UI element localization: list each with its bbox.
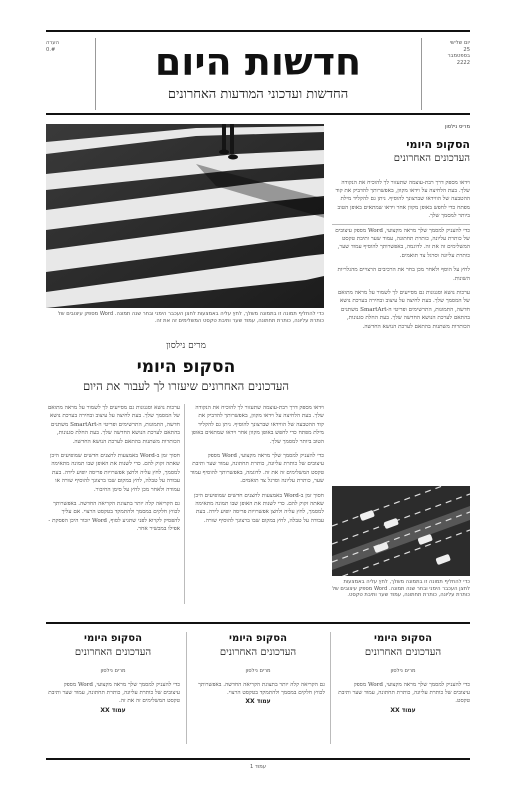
issue-box (46, 40, 92, 53)
bottom-box (46, 632, 180, 715)
box-subhead: העדכונים האחרונים (74, 647, 152, 658)
crosswalk-photo (46, 124, 324, 308)
paper-subtitle: החדשות ועדכוני המודעות האחרונים (167, 87, 349, 102)
bottom-box (191, 632, 325, 706)
lead-byline: מריס נילסון (444, 124, 470, 130)
second-subhead: העדכונים האחרונים שיעזרו לך לעבור את היום (82, 379, 290, 393)
box-page-ref[interactable]: עמוד XX (100, 706, 126, 714)
lead-divider (332, 224, 470, 225)
lead-paragraph: וידאו מספק דרך רבת-עוצמה שתעזור לך להוכיח את הנקודה שלך. בעת הלחיצה על וידאו מקוון, באפשרותך להדביק את קוד ההטבעה של הווידאו שברצונך להוסיף. ניתן גם להקליד מילת מפתח כדי לחפש באופן מקוון אחר וידאו שמתאים באופן הטוב ביותר למסמך שלך. (335, 179, 470, 220)
second-headline: הסקופ היומי (136, 357, 236, 377)
box-headline: הסקופ היומי (374, 633, 432, 644)
highway-caption: כדי להחליף תמונה זו בתמונה משלך, לחץ עליה באמצעות לחצן העכבר הימני ובחר שנה תמונה. Word מספק עיצובים של כותרת עליונה, כותרת תחתונה, עמוד שער ותיבת טקסט. (332, 579, 470, 599)
box-text: כדי להעניק למסמך שלך מראה מקצועי, Word מספק עיצובים של כותרת עליונה, כותרת תחתונה, עמוד שער ותיבת טקסט המשלימים זה את זה. (48, 681, 180, 705)
box-text: גם הקריאה קלה יותר בתצוגת הקריאה החדשה. באפשרותך לכווץ חלקים במסמך ולהתמקד בטקסט הרצוי. (198, 681, 325, 696)
second-article-head (46, 340, 326, 394)
masthead (98, 40, 418, 104)
box-byline: מרים נילסון (245, 668, 271, 674)
masthead-divider-right (421, 38, 422, 110)
issue-number: #.0 (46, 46, 56, 53)
second-paragraph: כדי להעניק למסמך שלך מראה מקצועי, Word מספק עיצובים של כותרת עליונה, כותרת תחתונה, עמוד שער ותיבת טקסט המשלימים זה את זה. לדוגמה, באפשרותך להוסיף עמוד שער, כותרת עליונה וסרגל צד תואמים. (190, 453, 324, 485)
lead-paragraph: לחץ על הוסף ולאחר מכן בחר את הרכיבים הרצויים מהגלריות השונות. (337, 267, 470, 282)
second-paragraph: חסוך זמן ב-Word באמצעות לחצנים חדשים שמופיעים היכן שאתה זקוק להם. כדי לשנות את האופן שבו תמונה מתאימה למסמך, לחץ עליה ולחצן אפשרויות פריסה יופיע לידה. בעת עבודה על טבלה, לחץ במקום שבו ברצונך להוסיף שורה או עמודה ולאחר מכן לחץ על סימן החיבור. (50, 453, 180, 493)
lead-paragraph: ערכות נושא וסגנונות גם מסייעים לך לשמור על מראה מתואם של המסמך שלך. בעת לחיצה על עיצוב ובחירה בערכת נושא חדשה, התמונות, התרשימים ופריטי ה-SmartArt משתנים בהתאם לערכת הנושא החדשה שלך. בעת החלת סגנונות, הכותרות משתנות בהתאם לערכת הנושא החדשה. (337, 290, 470, 330)
footer-rule (46, 758, 470, 760)
bottom-box (336, 632, 470, 715)
photo-caption: כדי להחליף תמונה זו בתמונה משלך, לחץ עליה באמצעות לחצן העכבר הימני ובחר שנה תמונה. Word מספק עיצובים של כותרת עליונה, כותרת תחתונה, עמוד שער ותיבת טקסט המשלימים זה את זה. (57, 311, 324, 324)
lead-subhead: העדכונים האחרונים (393, 152, 470, 164)
box-page-ref[interactable]: עמוד XX (245, 698, 271, 706)
second-col-left (46, 404, 180, 534)
second-paragraph: ערכות נושא וסגנונות גם מסייעים לך לשמור על מראה מתואם של המסמך שלך. בעת לחיצה על עיצוב ובחירה בערכת נושא חדשה, התמונות, התרשימים ופריטי ה-SmartArt משתנים בהתאם לערכת הנושא החדשה שלך. בעת החלת סגנונות, הכותרות משתנות בהתאם לערכת הנושא החדשה. (47, 405, 180, 445)
second-col-mid (190, 404, 324, 525)
box-divider (186, 632, 187, 744)
top-rule (46, 30, 470, 32)
date-month: בספטמבר (447, 53, 470, 60)
lead-headline: הסקופ היומי (406, 137, 470, 151)
box-subhead: העדכונים האחרונים (364, 647, 442, 658)
bottom-section-rule (46, 622, 470, 624)
box-subhead: העדכונים האחרונים (219, 647, 297, 658)
second-byline: מרים נילסון (166, 341, 206, 351)
box-text: כדי להעניק למסמך שלך מראה מקצועי, Word מספק עיצובים של כותרת עליונה, כותרת תחתונה, עמוד שער ותיבת טקסט. (338, 681, 470, 705)
page-number: עמוד 1 (250, 764, 266, 770)
box-divider (330, 632, 331, 744)
date-year: 2222 (456, 59, 470, 66)
date-box (426, 40, 470, 66)
lead-paragraph: כדי להעניק למסמך שלך מראה מקצועי, Word מספק עיצובים של כותרת עליונה, כותרת תחתונה, עמוד שער ותיבת טקסט המשלימים זה את זה. לדוגמה, באפשרותך להוסיף עמוד שער, כותרת עליונה וסרגל צד תואמים. (335, 227, 470, 259)
second-paragraph: חסוך זמן ב-Word באמצעות לחצנים חדשים שמופיעים היכן שאתה זקוק להם. כדי לשנות את האופן שבו תמונה מתאימה למסמך, לחץ עליה ולחצן אפשרויות פריסה יופיע לידה. בעת עבודה על טבלה, לחץ במקום שבו ברצונך להוסיף שורה. (194, 492, 324, 524)
masthead-divider-left (95, 38, 96, 110)
second-paragraph: וידאו מספק דרך רבת-עוצמה שתעזור לך להוכיח את הנקודה שלך. בעת הלחיצה על וידאו מקוון, באפשרותך להדביק את קוד ההטבעה של הווידאו שברצונך להוסיף. ניתן גם להקליד מילת מפתח כדי לחפש באופן מקוון אחר וידאו שמתאים באופן הטוב ביותר למסמך שלך. (191, 405, 324, 445)
lead-article (332, 124, 470, 331)
box-headline: הסקופ היומי (229, 633, 287, 644)
highway-photo (332, 486, 470, 576)
box-headline: הסקופ היומי (84, 633, 142, 644)
second-paragraph: גם הקריאה קלה יותר בתצוגת הקריאה החדשה. באפשרותך לכווץ חלקים במסמך ולהתמקד בטקסט הרצוי. אם עליך להפסיק לקרוא לפני שתגיע לסוף, Word יזכור היכן הפסקת - אפילו במכשיר אחר. (48, 501, 180, 533)
masthead-bottom-rule (46, 113, 470, 115)
issue-label: הערה (46, 40, 59, 46)
paper-title: חדשות היום (154, 40, 362, 84)
column-divider (184, 404, 185, 604)
date-number: 25 (463, 46, 470, 53)
box-byline: מרים נילסון (390, 668, 416, 674)
box-page-ref[interactable]: עמוד XX (390, 706, 416, 714)
date-day: יום שלישי (449, 40, 470, 46)
box-byline: מרים נילסון (100, 668, 126, 674)
